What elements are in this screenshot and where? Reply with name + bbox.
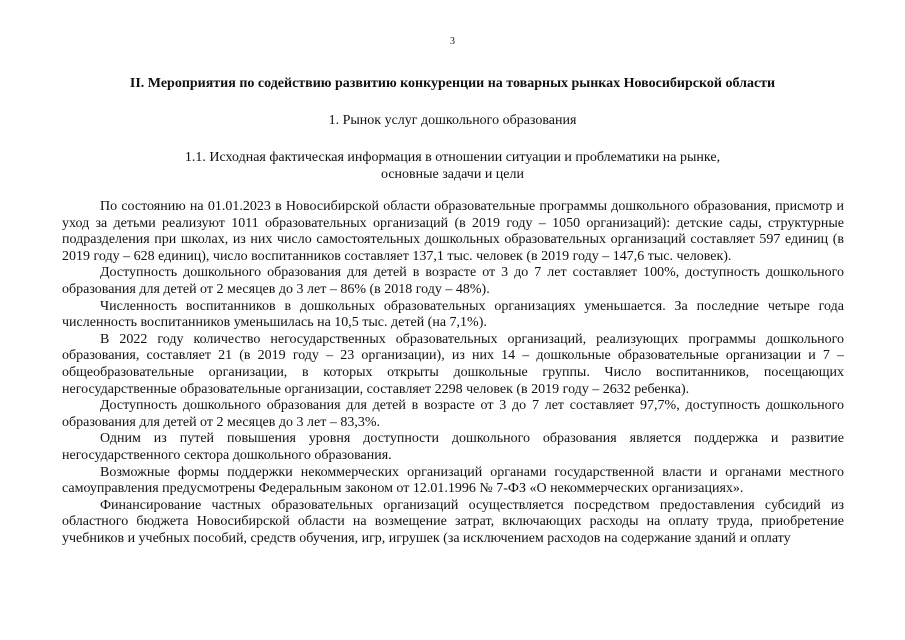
subsubsection-title — [120, 149, 785, 183]
paragraph-accessibility: Доступность дошкольного образования для детей в возрасте от 3 до 7 лет составляет 100%, доступность дошкольного образования для детей от 2 месяцев до 3 лет – 86% (в 2018 году – 48%). — [62, 265, 844, 297]
subsection-title: 1. Рынок услуг дошкольного образования — [328, 113, 577, 128]
paragraph-enrollment-stats: По состоянию на 01.01.2023 в Новосибирской области образовательные программы дошкольного образования, присмотр и уход за детьми реализуют 1011 образовательных организаций (в 2019 году – 1050 организаций): детские сады, структурные подразделения при школах, из них число самостоятельных дошкольных образовательных организаций составляет 597 единиц (в 2019 году – 628 единиц), число воспитанников составляет 137,1 тыс. человек (в 2019 году – 147,6 тыс. человек). — [62, 199, 844, 264]
paragraph-support-forms: Возможные формы поддержки некоммерческих организаций органами государственной власти и органами местного самоуправления предусмотрены Федеральным законом от 12.01.1996 № 7-ФЗ «О некоммерческих организациях». — [62, 464, 844, 497]
body-text — [62, 199, 844, 547]
section-title: II. Мероприятия по содействию развитию конкуренции на товарных рынках Новосибирской области — [129, 76, 776, 91]
subsubsection-title-line-2: основные задачи и цели — [380, 167, 524, 182]
page-number: 3 — [450, 36, 455, 47]
subsubsection-title-line-1: 1.1. Исходная фактическая информация в отношении ситуации и проблематики на рынке, — [184, 150, 721, 165]
paragraph-financing: Финансирование частных образовательных организаций осуществляется посредством предоставления субсидий из областного бюджета Новосибирской области на возмещение затрат, включающих расходы на оплату труда, приобретение учебников и учебных пособий, средств обучения, игр, игрушек (за исключением расходов на содержание зданий и оплату — [62, 497, 844, 546]
paragraph-private-organizations: В 2022 году количество негосударственных образовательных организаций, реализующих программы дошкольного образования, составляет 21 (в 2019 году – 23 организации), из них 14 – дошкольные образовательные организации и 7 – общеобразовательные организации, в которых открыты дошкольные группы. Число воспитанников, посещающих негосударственные образовательные организации, составляет 2298 человек (в 2019 году – 2632 ребенка). — [62, 331, 844, 397]
paragraph-support-development: Одним из путей повышения уровня доступности дошкольного образования является поддержка и развитие негосударственного сектора дошкольного образования. — [62, 431, 844, 463]
paragraph-private-accessibility: Доступность дошкольного образования для детей в возрасте от 3 до 7 лет составляет 97,7%, доступность дошкольного образования для детей от 2 месяцев до 3 лет – 83,3%. — [62, 398, 844, 430]
paragraph-enrollment-decline: Численность воспитанников в дошкольных образовательных организациях уменьшается. За последние четыре года численность воспитанников уменьшилась на 10,5 тыс. детей (на 7,1%). — [62, 298, 844, 331]
